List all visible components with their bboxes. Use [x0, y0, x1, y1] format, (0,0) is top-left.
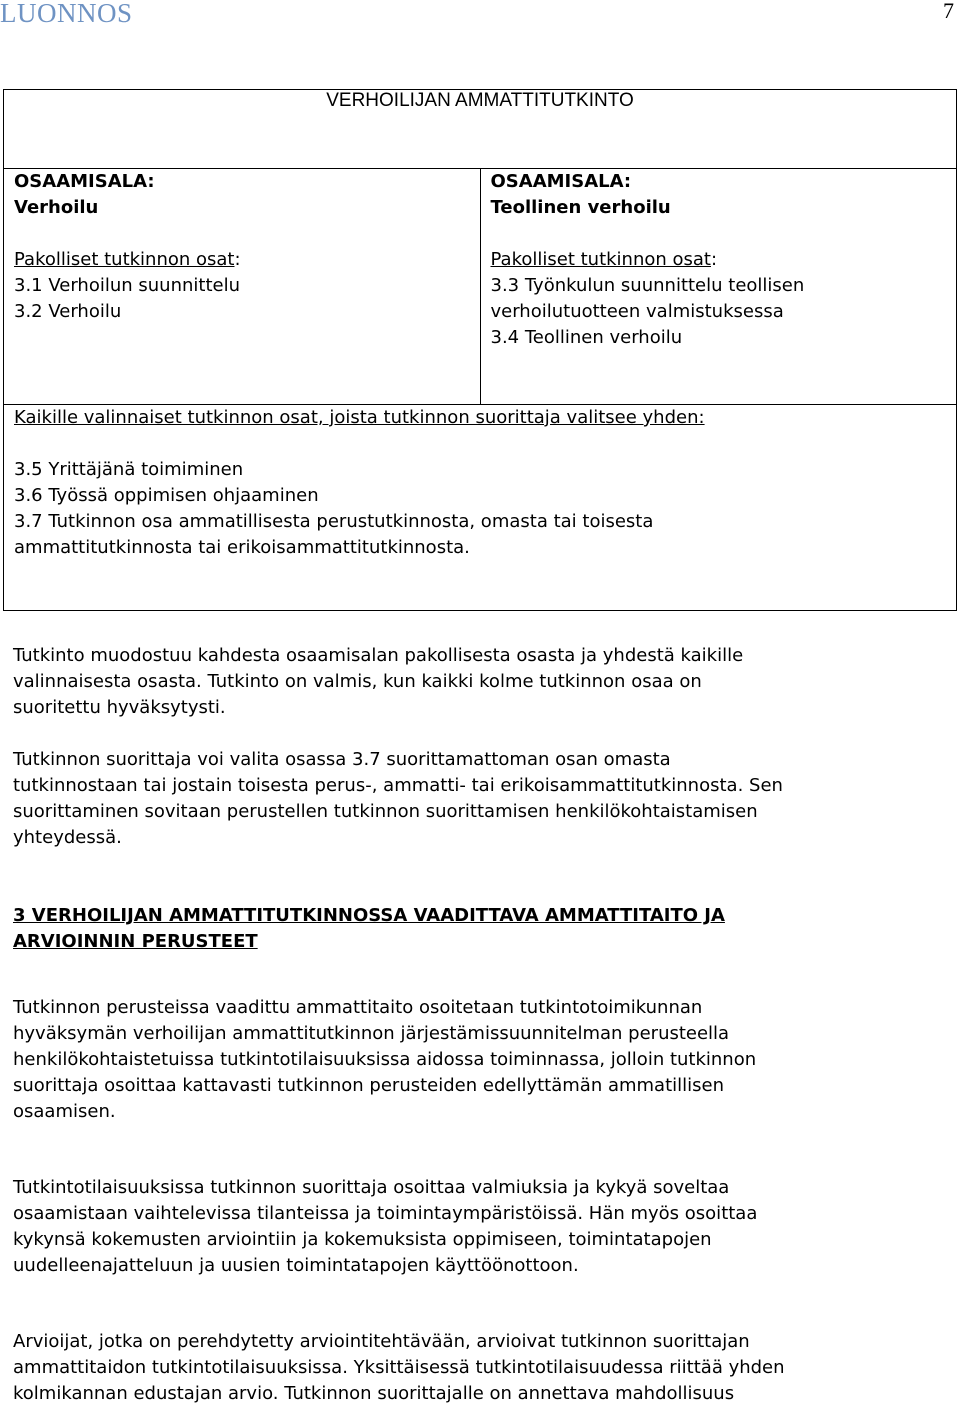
paragraph-structure	[13, 643, 948, 721]
text-line: suorittaminen sovitaan perustellen tutkinnon suorittamisen henkilökohtaistamisen	[13, 801, 758, 822]
left-area-name: Verhoilu	[14, 197, 99, 218]
right-competence-area	[480, 169, 957, 405]
optional-units-cell	[4, 405, 957, 611]
page-number: 7	[943, 0, 954, 23]
left-competence-area	[4, 169, 481, 405]
right-area-name: Teollinen verhoilu	[490, 197, 671, 218]
text-line: henkilökohtaistetuissa tutkintotilaisuuksissa aidossa toiminnassa, jolloin tutkinnon	[13, 1049, 757, 1070]
optional-item: 3.7 Tutkinnon osa ammatillisesta perustutkinnosta, omasta tai toisesta	[14, 511, 654, 532]
optional-item: 3.6 Työssä oppimisen ohjaaminen	[14, 485, 319, 506]
text-line: yhteydessä.	[13, 827, 122, 848]
text-line: ammattitaidon tutkintotilaisuuksissa. Yksittäisessä tutkintotilaisuudessa riittää yhden	[13, 1357, 785, 1378]
optional-heading: Kaikille valinnaiset tutkinnon osat, joista tutkinnon suorittaja valitsee yhden:	[14, 407, 705, 428]
text-line: valinnaisesta osasta. Tutkinto on valmis, kun kaikki kolme tutkinnon osaa on	[13, 671, 702, 692]
body-paragraph	[13, 995, 948, 1125]
body-paragraph	[13, 1329, 948, 1407]
text-line: Tutkinto muodostuu kahdesta osaamisalan pakollisesta osasta ja yhdestä kaikille	[13, 645, 744, 666]
text-line: Arvioijat, jotka on perehdytetty arviointitehtävään, arvioivat tutkinnon suorittajan	[13, 1331, 750, 1352]
left-item: 3.1 Verhoilun suunnittelu	[14, 275, 240, 296]
text-line: osaamisen.	[13, 1101, 116, 1122]
text-line: osaamistaan vaihtelevissa tilanteissa ja toimintaympäristöissä. Hän myös osoittaa	[13, 1203, 758, 1224]
qualification-structure-table	[3, 89, 957, 611]
paragraph-choice	[13, 747, 948, 851]
heading-line: ARVIOINNIN PERUSTEET	[13, 931, 258, 952]
text-line: suoritettu hyväksytysti.	[13, 697, 226, 718]
text-line: Tutkinnon suorittaja voi valita osassa 3.7 suorittamattoman osan omasta	[13, 749, 671, 770]
text-line: kykynsä kokemusten arviointiin ja kokemuksista oppimiseen, toimintatapojen	[13, 1229, 712, 1250]
optional-item: ammattitutkinnosta tai erikoisammattitutkinnosta.	[14, 537, 470, 558]
text-line: hyväksymän verhoilijan ammattitutkinnon järjestämissuunnitelman perusteella	[13, 1023, 730, 1044]
left-item: 3.2 Verhoilu	[14, 301, 122, 322]
text-line: Tutkintotilaisuuksissa tutkinnon suorittaja osoittaa valmiuksia ja kykyä soveltaa	[13, 1177, 730, 1198]
text-line: Tutkinnon perusteissa vaadittu ammattitaito osoitetaan tutkintotoimikunnan	[13, 997, 703, 1018]
table-title: VERHOILIJAN AMMATTITUTKINTO	[4, 90, 957, 169]
right-item: verhoilutuotteen valmistuksessa	[490, 301, 784, 322]
text-line: suorittaja osoittaa kattavasti tutkinnon perusteiden edellyttämän ammatillisen	[13, 1075, 724, 1096]
text-line: tutkinnostaan tai jostain toisesta perus-, ammatti- tai erikoisammattitutkinnosta. Sen	[13, 775, 783, 796]
right-item: 3.4 Teollinen verhoilu	[490, 327, 683, 348]
text-line: uudelleenajatteluun ja uusien toimintatapojen käyttöönottoon.	[13, 1255, 579, 1276]
optional-item: 3.5 Yrittäjänä toimiminen	[14, 459, 244, 480]
text-line: kolmikannan edustajan arvio. Tutkinnon suorittajalle on annettava mahdollisuus	[13, 1383, 735, 1404]
right-item: 3.3 Työnkulun suunnittelu teollisen	[490, 275, 805, 296]
section-heading	[13, 903, 948, 955]
heading-line: 3 VERHOILIJAN AMMATTITUTKINNOSSA VAADITTAVA AMMATTITAITO JA	[13, 905, 725, 926]
left-mandatory-heading: Pakolliset tutkinnon osat:	[14, 249, 241, 270]
right-mandatory-heading: Pakolliset tutkinnon osat:	[490, 249, 718, 270]
right-area-label: OSAAMISALA:	[490, 171, 632, 192]
left-area-label: OSAAMISALA:	[14, 171, 155, 192]
body-paragraph	[13, 1175, 948, 1279]
draft-label: LUONNOS	[0, 0, 133, 28]
